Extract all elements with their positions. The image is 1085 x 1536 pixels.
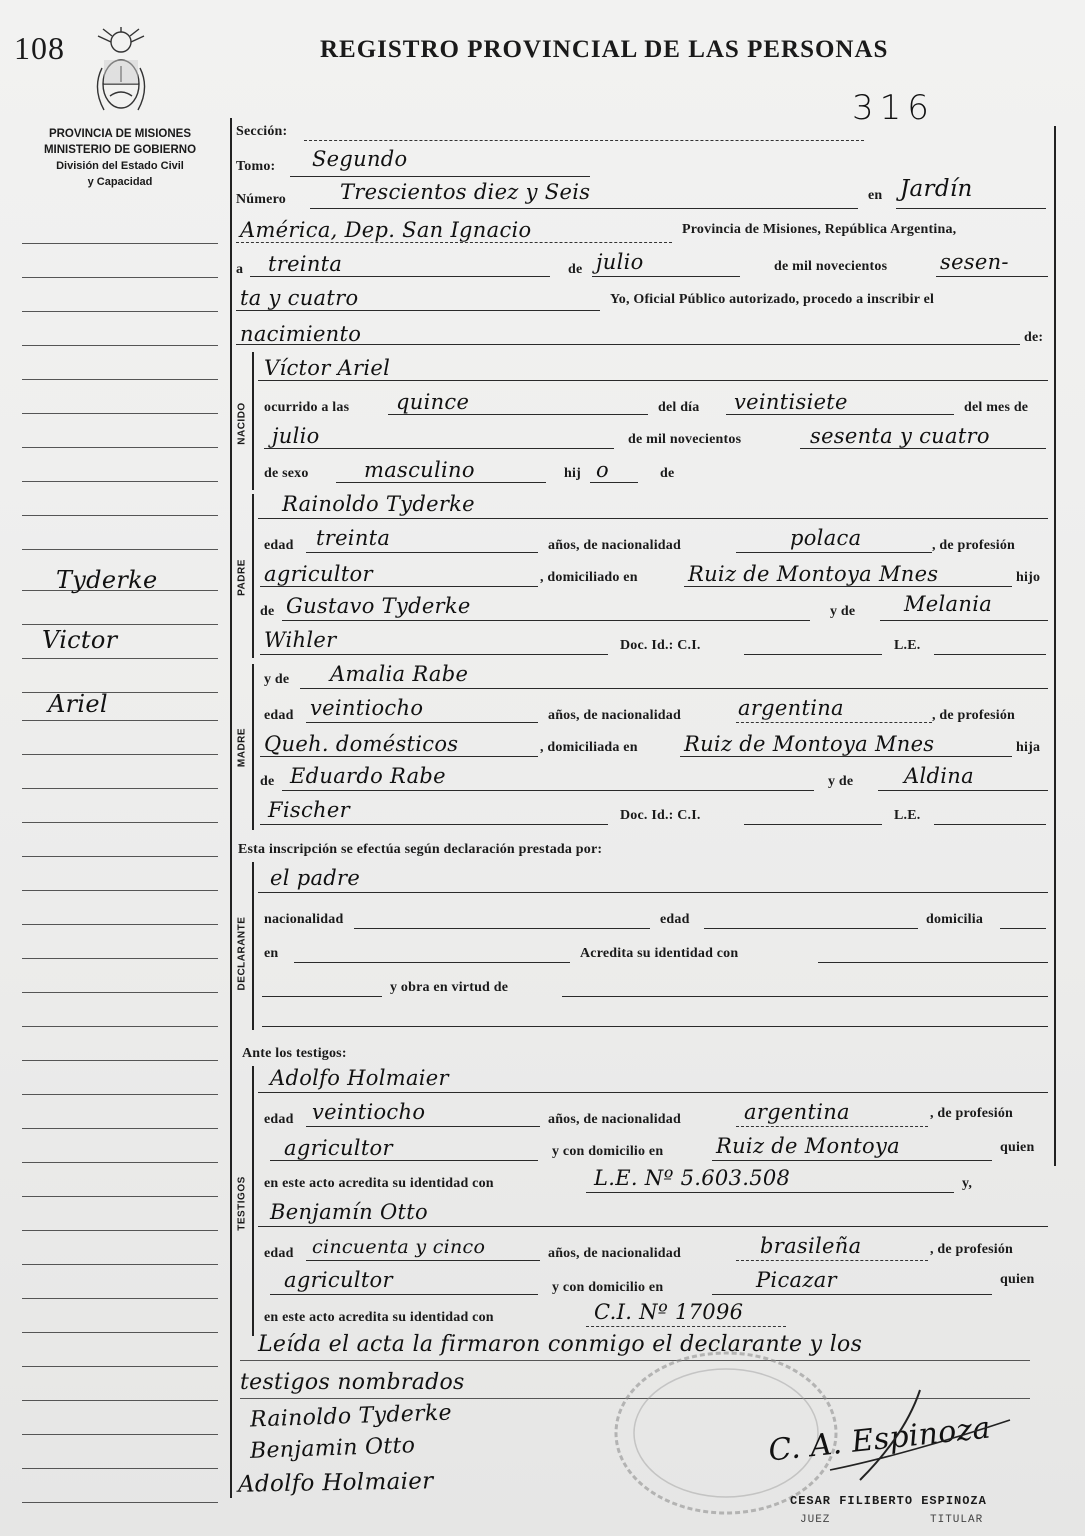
witness1-y-label: y,: [962, 1176, 973, 1191]
mother-domicile-label: , domiciliada en: [540, 740, 638, 755]
seccion-label: Sección:: [236, 124, 288, 139]
witness2-name-value: Benjamín Otto: [270, 1200, 428, 1224]
witness2-edad-label: edad: [264, 1246, 294, 1261]
section-label-declarante: DECLARANTE: [236, 916, 248, 991]
year-value-b: ta y cuatro: [240, 286, 359, 310]
registry-title: REGISTRO PROVINCIAL DE LAS PERSONAS: [320, 36, 889, 63]
declarant-nationality-label: nacionalidad: [264, 912, 344, 927]
signature-witness2: Benjamin Otto: [249, 1433, 416, 1464]
mother-mother-value-a: Aldina: [904, 764, 974, 788]
official-statement: Yo, Oficial Público autorizado, procedo a inscribir el: [610, 292, 935, 307]
father-domicile-value: Ruiz de Montoya Mnes: [688, 562, 939, 586]
division-subtitle: y Capacidad: [87, 176, 153, 188]
father-profession-value: agricultor: [264, 562, 373, 586]
sex-value: masculino: [364, 458, 475, 482]
ocurrido-label: ocurrido a las: [264, 400, 350, 415]
witness1-nationality-label: años, de nacionalidad: [548, 1112, 681, 1127]
judge-stamp-role-b: TITULAR: [930, 1514, 984, 1526]
hij-suffix-value: o: [596, 458, 609, 482]
child-name-value: Víctor Ariel: [264, 356, 391, 380]
closing-text-line2: testigos nombrados: [240, 1370, 465, 1395]
division-name: División del Estado Civil: [56, 160, 184, 172]
witness2-nationality-value: brasileña: [760, 1234, 862, 1258]
a-label: a: [236, 262, 244, 277]
hija-label: hija: [1016, 740, 1041, 755]
del-dia-label: del día: [658, 400, 700, 415]
father-mother-value-b: Wihler: [264, 628, 337, 652]
margin-note-second-name: Ariel: [48, 690, 108, 718]
father-y-de-label: y de: [830, 604, 856, 619]
birth-hour-value: quince: [396, 390, 470, 414]
margin-note-first-name: Victor: [42, 626, 118, 654]
mother-domicile-value: Ruiz de Montoya Mnes: [684, 732, 935, 756]
birth-year-label: de mil novecientos: [628, 432, 742, 447]
body-right-border: [1054, 126, 1056, 1166]
father-age-value: treinta: [316, 526, 391, 550]
hij-label: hij: [564, 466, 581, 481]
father-edad-label: edad: [264, 538, 294, 553]
witness1-edad-label: edad: [264, 1112, 294, 1127]
witness2-domicile-label: y con domicilio en: [552, 1280, 664, 1295]
place-value: América, Dep. San Ignacio: [240, 218, 532, 242]
father-profession-label: , de profesión: [932, 538, 1016, 553]
birth-day-value: veintisiete: [734, 390, 848, 414]
month-value: julio: [596, 250, 644, 274]
father-le-label: L.E.: [894, 638, 921, 653]
mother-name-value: Amalia Rabe: [330, 662, 469, 686]
mother-y-de-label: y de: [264, 672, 290, 687]
inscription-statement: Esta inscripción se efectúa según declaración prestada por:: [238, 842, 603, 857]
judge-signature-flourish: [770, 1380, 1020, 1490]
mother-doc-label: Doc. Id.: C.I.: [620, 808, 701, 823]
mother-parent-de-label: de: [260, 774, 275, 789]
witness1-profession-label: , de profesión: [930, 1106, 1014, 1121]
section-label-madre: MADRE: [236, 727, 248, 768]
witness1-nationality-value: argentina: [744, 1100, 850, 1124]
acta-number: 316: [852, 88, 935, 128]
day-value: treinta: [268, 252, 343, 276]
declarant-value: el padre: [270, 866, 361, 890]
section-label-padre: PADRE: [236, 559, 248, 596]
numero-label: Número: [236, 192, 286, 207]
folio-number: 108: [14, 30, 65, 66]
section-label-testigos: TESTIGOS: [236, 1176, 248, 1231]
father-domicile-label: , domiciliado en: [540, 570, 638, 585]
province-country-label: Provincia de Misiones, República Argentina,: [682, 222, 957, 237]
year-label: de mil novecientos: [774, 259, 888, 274]
sexo-label: de sexo: [264, 466, 309, 481]
father-nationality-label: años, de nacionalidad: [548, 538, 681, 553]
birth-year-value: sesenta y cuatro: [810, 424, 990, 448]
declarant-age-label: edad: [660, 912, 690, 927]
tomo-value: Segundo: [312, 147, 408, 171]
declarant-id-label: Acredita su identidad con: [580, 946, 739, 961]
witness2-nationality-label: años, de nacionalidad: [548, 1246, 681, 1261]
numero-value: Trescientos diez y Seis: [340, 180, 591, 204]
witness2-profession-value: agricultor: [284, 1268, 393, 1292]
signature-witness1: Adolfo Holmaier: [237, 1468, 434, 1498]
father-doc-label: Doc. Id.: C.I.: [620, 638, 701, 653]
province-name: PROVINCIA DE MISIONES: [48, 128, 192, 140]
section-label-nacido: NACIDO: [236, 402, 248, 445]
signature-judge: C. A. Espinoza: [766, 1410, 993, 1469]
de-parents-label: de: [660, 466, 675, 481]
closing-text-line1: Leída el acta la firmaron conmigo el declarante y los: [258, 1332, 863, 1357]
father-mother-value-a: Melania: [904, 592, 993, 616]
de-label: de: [568, 262, 583, 277]
declarant-en-label: en: [264, 946, 279, 961]
witness1-name-value: Adolfo Holmaier: [270, 1066, 449, 1090]
de-colon-label: de:: [1024, 330, 1044, 345]
witness2-quien-label: quien: [1000, 1272, 1035, 1287]
judge-stamp-role-a: JUEZ: [800, 1514, 831, 1526]
mother-le-label: L.E.: [894, 808, 921, 823]
witness1-quien-label: quien: [1000, 1140, 1035, 1155]
mother-nationality-value: argentina: [738, 696, 844, 720]
year-value-a: sesen-: [940, 250, 1009, 274]
mother-profession-value: Queh. domésticos: [264, 732, 459, 756]
national-coat-of-arms-icon: [88, 26, 154, 120]
witness1-domicile-value: Ruiz de Montoya: [716, 1134, 900, 1158]
province-header: [20, 126, 220, 190]
hijo-label: hijo: [1016, 570, 1041, 585]
declarant-virtue-label: y obra en virtud de: [390, 980, 509, 995]
father-name-value: Rainoldo Tyderke: [282, 492, 475, 516]
mother-profession-label: , de profesión: [932, 708, 1016, 723]
en-value: Jardín: [900, 176, 973, 202]
body-left-border: [230, 118, 232, 1498]
en-label: en: [868, 188, 883, 203]
witness2-id-value: C.I. Nº 17096: [594, 1300, 744, 1324]
mother-nationality-label: años, de nacionalidad: [548, 708, 681, 723]
witness1-domicile-label: y con domicilio en: [552, 1144, 664, 1159]
mother-mother-value-b: Fischer: [268, 798, 350, 822]
act-type-value: nacimiento: [240, 322, 362, 346]
witness1-id-label: en este acto acredita su identidad con: [264, 1176, 494, 1191]
birth-month-value: julio: [272, 424, 320, 448]
mother-age-value: veintiocho: [310, 696, 424, 720]
tomo-label: Tomo:: [236, 159, 276, 174]
witnesses-label: Ante los testigos:: [242, 1046, 347, 1061]
witness2-profession-label: , de profesión: [930, 1242, 1014, 1257]
witness2-age-value: cincuenta y cinco: [312, 1236, 486, 1258]
witness2-domicile-value: Picazar: [756, 1268, 837, 1292]
signature-father: Rainoldo Tyderke: [249, 1400, 453, 1433]
mother-father-value: Eduardo Rabe: [290, 764, 446, 788]
margin-note-surname: Tyderke: [56, 566, 158, 594]
father-father-value: Gustavo Tyderke: [286, 594, 471, 618]
witness1-profession-value: agricultor: [284, 1136, 393, 1160]
father-parent-de-label: de: [260, 604, 275, 619]
mother-y-de-label2: y de: [828, 774, 854, 789]
witness1-id-value: L.E. Nº 5.603.508: [594, 1166, 791, 1190]
del-mes-label: del mes de: [964, 400, 1029, 415]
declarant-domicile-label: domicilia: [926, 912, 984, 927]
father-nationality-value: polaca: [790, 526, 862, 550]
mother-edad-label: edad: [264, 708, 294, 723]
witness2-id-label: en este acto acredita su identidad con: [264, 1310, 494, 1325]
judge-stamp-name: CESAR FILIBERTO ESPINOZA: [790, 1494, 987, 1508]
witness1-age-value: veintiocho: [312, 1100, 426, 1124]
ministry-name: MINISTERIO DE GOBIERNO: [43, 144, 197, 156]
